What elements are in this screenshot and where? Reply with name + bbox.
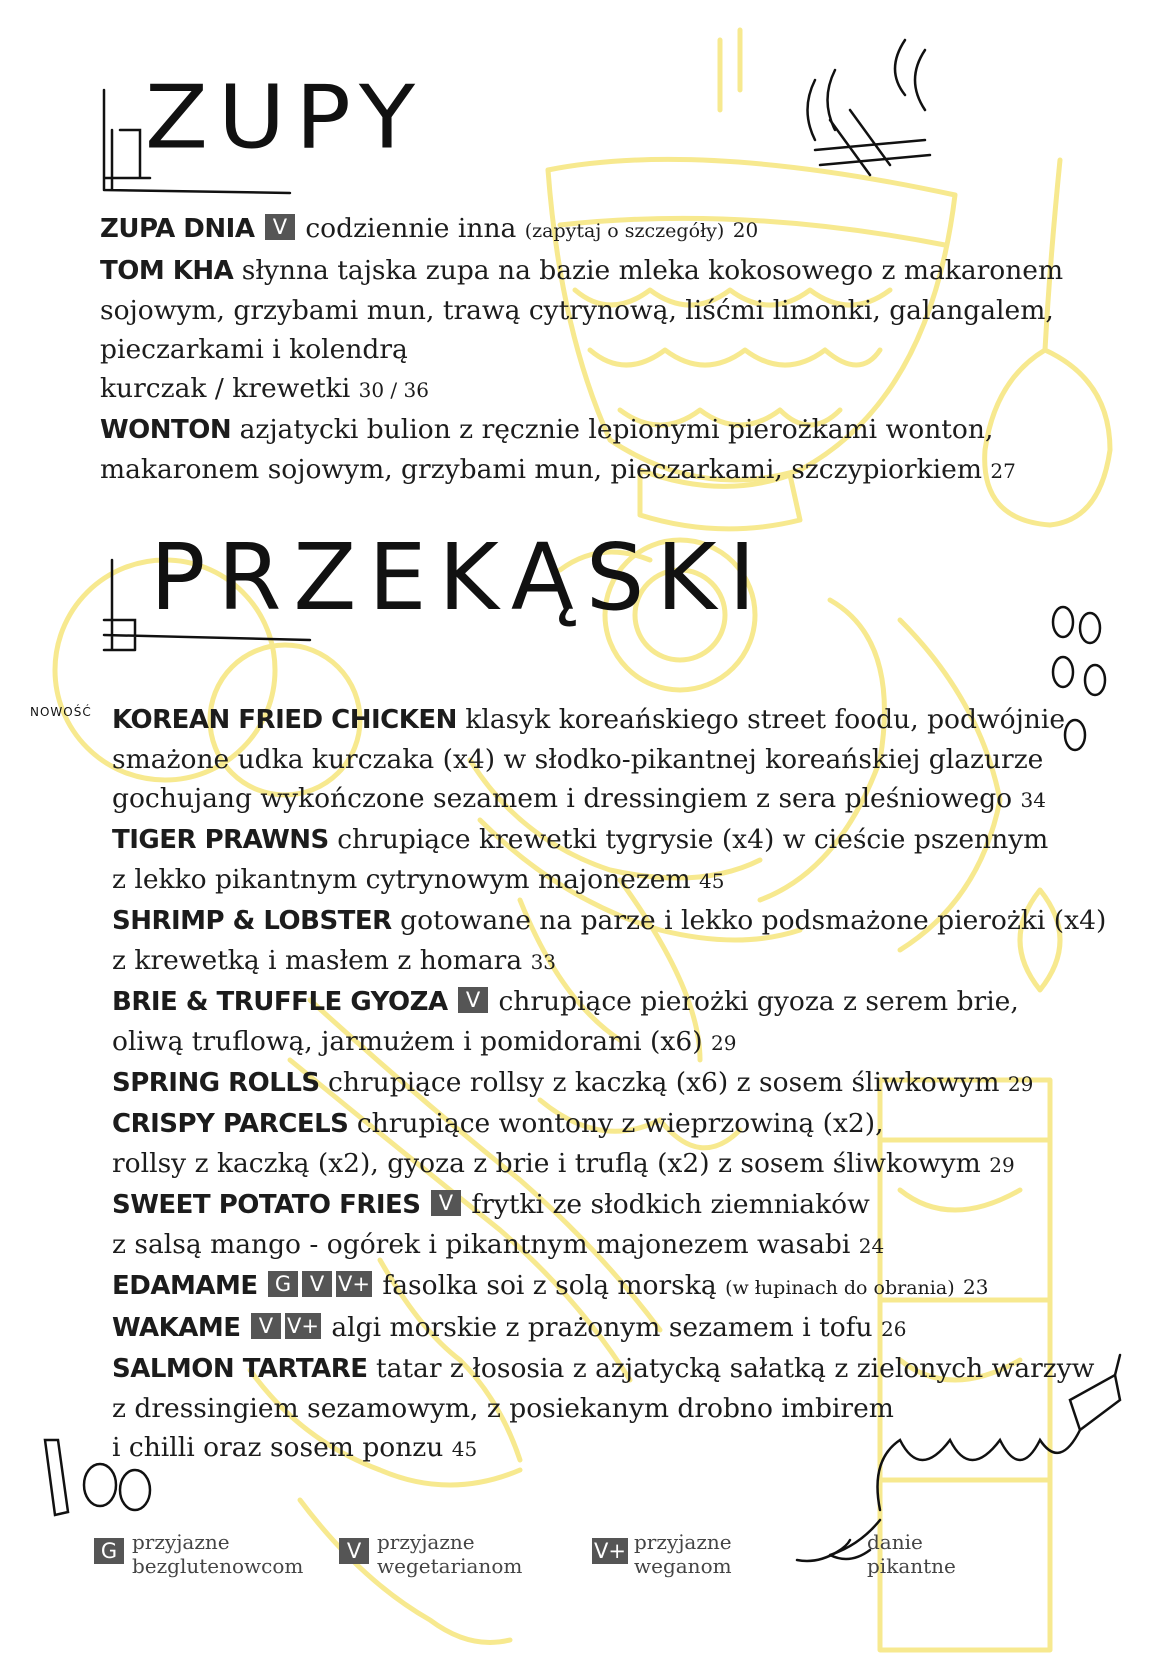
- item-name: SWEET POTATO FRIES: [112, 1190, 421, 1220]
- item-description: gochujang wykończone sezamem i dressingiem z sera pleśniowego: [112, 783, 1021, 814]
- item-description: frytki ze słodkich ziemniaków: [462, 1189, 870, 1220]
- menu-item-korean-fried-chicken: [112, 700, 1112, 820]
- item-description: chrupiące pierożki gyoza z serem brie,: [490, 986, 1019, 1017]
- soups-heading: ZUPY: [145, 66, 426, 169]
- menu-item-edamame: [112, 1266, 1112, 1308]
- item-description: azjatycki bulion z ręcznie lepionymi pierożkami wonton,: [231, 414, 994, 445]
- menu-item-brie-truffle-gyoza: [112, 982, 1112, 1063]
- item-description: z lekko pikantnym cytrynowym majonezem: [112, 864, 700, 895]
- menu-item-sweet-potato-fries: [112, 1185, 1112, 1266]
- item-description: chrupiące wontony z wieprzowiną (x2),: [348, 1108, 884, 1139]
- vegetarian-badge: V: [251, 1313, 281, 1339]
- vegan-badge: V+: [594, 1539, 626, 1563]
- item-description: codziennie inna: [296, 213, 525, 244]
- item-note: (zapytaj o szczegóły): [524, 220, 725, 242]
- item-price: 33: [530, 950, 557, 974]
- snacks-list: [112, 700, 1112, 1469]
- new-label: NOWOŚĆ: [30, 705, 92, 719]
- item-description: klasyk koreańskiego street foodu, podwójnie: [456, 704, 1066, 735]
- menu-item-zupa-dnia: [100, 209, 1060, 251]
- item-name: WAKAME: [112, 1313, 241, 1343]
- vegetarian-badge: V: [265, 214, 295, 240]
- item-description: smażone udka kurczaka (x4) w słodko-pikantnej koreańskiej glazurze: [112, 744, 1044, 775]
- item-name: EDAMAME: [112, 1271, 258, 1301]
- vegetarian-badge: V: [431, 1190, 461, 1216]
- legend-label: danie: [867, 1530, 923, 1554]
- menu-item-tom-kha: [100, 251, 1064, 410]
- vegetarian-badge: V: [339, 1538, 369, 1564]
- item-name: BRIE & TRUFFLE GYOZA: [112, 987, 448, 1017]
- menu-item-crispy-parcels: [112, 1104, 1112, 1185]
- gluten-free-badge: G: [94, 1538, 124, 1564]
- item-price: 34: [1020, 788, 1046, 812]
- item-name: SHRIMP & LOBSTER: [112, 906, 392, 936]
- item-price: 29: [1007, 1072, 1034, 1096]
- item-name: WONTON: [100, 415, 232, 445]
- vegetarian-badge: V: [302, 1271, 332, 1297]
- legend-label: pikantne: [867, 1554, 956, 1578]
- item-price: 45: [451, 1437, 478, 1461]
- item-price: 26: [881, 1317, 907, 1341]
- item-price: 45: [699, 869, 725, 893]
- vegan-badge: V+: [338, 1272, 370, 1296]
- item-price: 30 / 36: [358, 378, 429, 402]
- item-description: tatar z łososia z azjatycką sałatką z zielonych warzyw: [367, 1353, 1095, 1384]
- item-description: z dressingiem sezamowym, z posiekanym drobno imbirem: [112, 1393, 894, 1424]
- item-description: i chilli oraz sosem ponzu: [112, 1432, 452, 1463]
- item-description: z salsą mango - ogórek i pikantnym majonezem wasabi: [112, 1229, 859, 1260]
- legend-label: wegetarianom: [377, 1554, 523, 1578]
- item-name: ZUPA DNIA: [100, 214, 255, 244]
- menu-item-wonton: [100, 410, 1060, 491]
- item-variant: kurczak / krewetki: [100, 373, 359, 404]
- vegan-badge: V+: [286, 1314, 319, 1338]
- item-price: 24: [858, 1234, 885, 1258]
- item-description: słynna tajska zupa na bazie mleka kokosowego z makaronem: [233, 255, 1064, 286]
- menu-item-salmon-tartare: [112, 1349, 1112, 1469]
- item-description: chrupiące krewetki tygrysie (x4) w cieście pszennym: [328, 824, 1049, 855]
- item-price: 20: [732, 218, 759, 242]
- item-description: algi morskie z prażonym sezamem i tofu: [322, 1312, 882, 1343]
- item-name: CRISPY PARCELS: [112, 1109, 349, 1139]
- chili-pepper-icon: [792, 1538, 852, 1568]
- item-description: oliwą truflową, jarmużem i pomidorami (x6): [112, 1026, 711, 1057]
- item-price: 23: [963, 1275, 989, 1299]
- menu-item-shrimp-lobster: [112, 901, 1112, 982]
- legend-label: przyjazne: [132, 1530, 230, 1554]
- legend-label: przyjazne: [634, 1530, 732, 1554]
- item-note: (w łupinach do obrania): [725, 1277, 955, 1299]
- item-name: SPRING ROLLS: [112, 1068, 320, 1098]
- item-description: pieczarkami i kolendrą: [100, 334, 408, 365]
- item-name: TOM KHA: [100, 256, 234, 286]
- vegetarian-badge: V: [458, 987, 488, 1013]
- item-description: z krewetką i masłem z homara: [112, 945, 531, 976]
- item-price: 27: [990, 459, 1016, 483]
- item-description: chrupiące rollsy z kaczką (x6) z sosem śliwkowym: [319, 1067, 1008, 1098]
- item-description: rollsy z kaczką (x2), gyoza z brie i truflą (x2) z sosem śliwkowym: [112, 1148, 990, 1179]
- menu-item-spring-rolls: [112, 1063, 1112, 1104]
- item-name: TIGER PRAWNS: [112, 825, 329, 855]
- item-description: sojowym, grzybami mun, trawą cytrynową, liśćmi limonki, galangalem,: [100, 295, 1054, 326]
- item-description: fasolka soi z solą morską: [374, 1270, 726, 1301]
- snacks-heading: PRZEKĄSKI: [150, 524, 768, 631]
- item-price: 29: [989, 1153, 1015, 1177]
- legend-label: weganom: [634, 1554, 732, 1578]
- item-name: SALMON TARTARE: [112, 1354, 368, 1384]
- menu-item-wakame: [112, 1308, 1112, 1349]
- soups-list: [100, 209, 1064, 491]
- menu-item-tiger-prawns: [112, 820, 1112, 901]
- item-description: makaronem sojowym, grzybami mun, pieczarkami, szczypiorkiem: [100, 454, 991, 485]
- item-price: 29: [710, 1031, 737, 1055]
- legend-label: bezglutenowcom: [132, 1554, 304, 1578]
- item-name: KOREAN FRIED CHICKEN: [112, 705, 457, 735]
- legend-label: przyjazne: [377, 1530, 475, 1554]
- item-description: gotowane na parze i lekko podsmażone pierożki (x4): [391, 905, 1107, 936]
- gluten-free-badge: G: [268, 1271, 298, 1297]
